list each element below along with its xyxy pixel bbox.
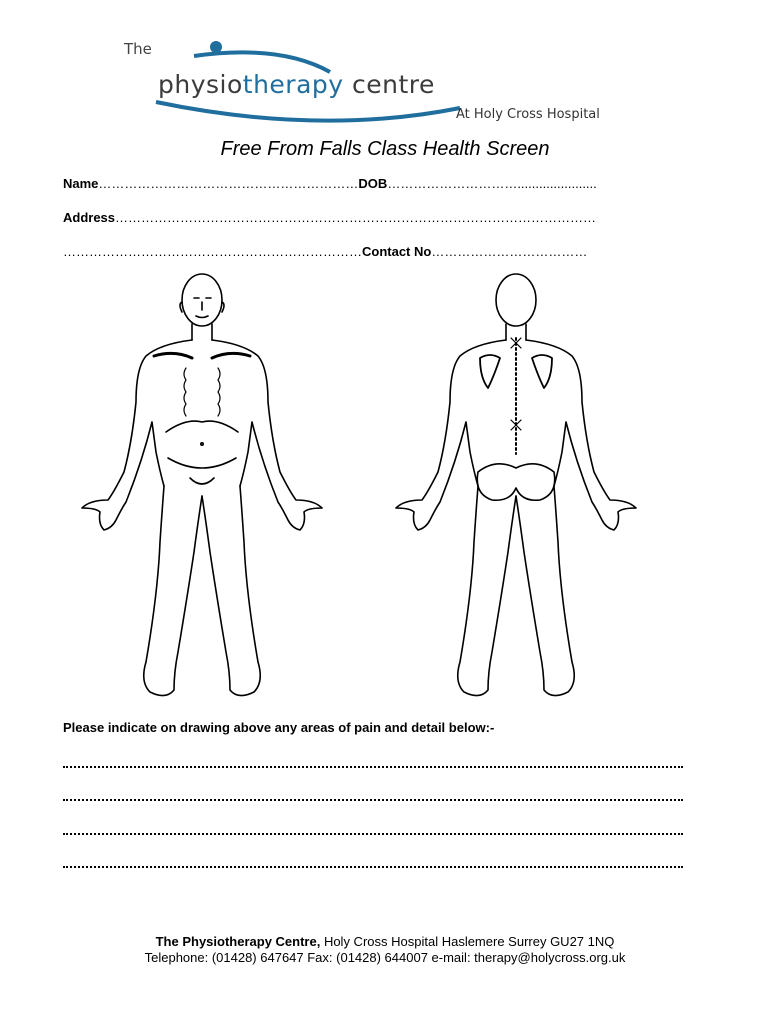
address-field-2[interactable]: …………………………………………………………… — [63, 244, 362, 259]
body-diagram[interactable] — [70, 272, 710, 708]
contact-label: Contact No — [362, 244, 432, 259]
address-field[interactable]: ………………………………………………………………………………………………… — [115, 210, 597, 225]
address-label: Address — [63, 210, 116, 225]
logo-dot — [210, 41, 222, 53]
footer-address — [0, 934, 770, 949]
pain-detail-line-4[interactable] — [63, 866, 683, 868]
dob-field[interactable]: …………………………...................... — [387, 176, 597, 191]
logo-name-part2: therapy — [242, 70, 344, 99]
logo-name — [158, 70, 435, 99]
footer-address-text: Holy Cross Hospital Haslemere Surrey GU27 1NQ — [320, 934, 615, 949]
name-label: Name — [63, 176, 99, 191]
logo — [120, 36, 660, 128]
front-body-figure[interactable] — [82, 274, 322, 696]
footer-contact: Telephone: (01428) 647647 Fax: (01428) 644007 e-mail: therapy@holycross.org.uk — [144, 950, 626, 965]
back-body-figure[interactable] — [396, 274, 636, 696]
logo-arc-bottom — [156, 102, 460, 121]
pain-instruction: Please indicate on drawing above any areas of pain and detail below:- — [63, 720, 495, 735]
logo-name-part1: physio — [158, 70, 243, 99]
page-title: Free From Falls Class Health Screen — [220, 138, 550, 160]
address-line — [63, 210, 596, 225]
pain-detail-line-1[interactable] — [63, 766, 683, 768]
name-dob-line — [63, 176, 597, 191]
pain-detail-line-3[interactable] — [63, 833, 683, 835]
footer-centre-name: The Physiotherapy Centre, — [155, 934, 321, 949]
name-field[interactable]: …………………………………………………… — [98, 176, 359, 191]
logo-the: The — [124, 40, 152, 58]
dob-label: DOB — [358, 176, 388, 191]
contact-field[interactable]: ……………………………… — [431, 244, 588, 259]
logo-name-part3: centre — [343, 70, 435, 99]
pain-detail-line-2[interactable] — [63, 799, 683, 801]
address-contact-line — [63, 244, 587, 259]
logo-subtitle: At Holy Cross Hospital — [456, 107, 600, 122]
